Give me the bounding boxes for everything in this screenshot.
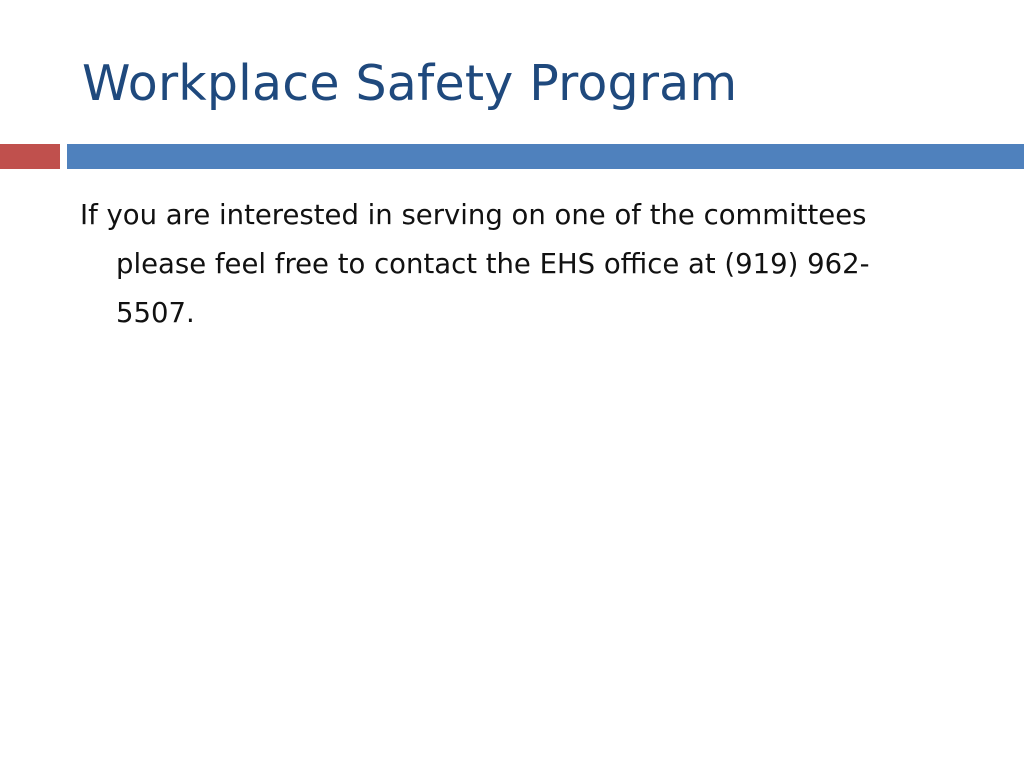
body-paragraph: If you are interested in serving on one of the committees please feel free to contact the EHS office at (919) 962-5507. <box>80 199 870 329</box>
accent-bar-left <box>0 144 60 169</box>
slide-title: Workplace Safety Program <box>82 55 738 112</box>
accent-bar-right <box>67 144 1024 169</box>
